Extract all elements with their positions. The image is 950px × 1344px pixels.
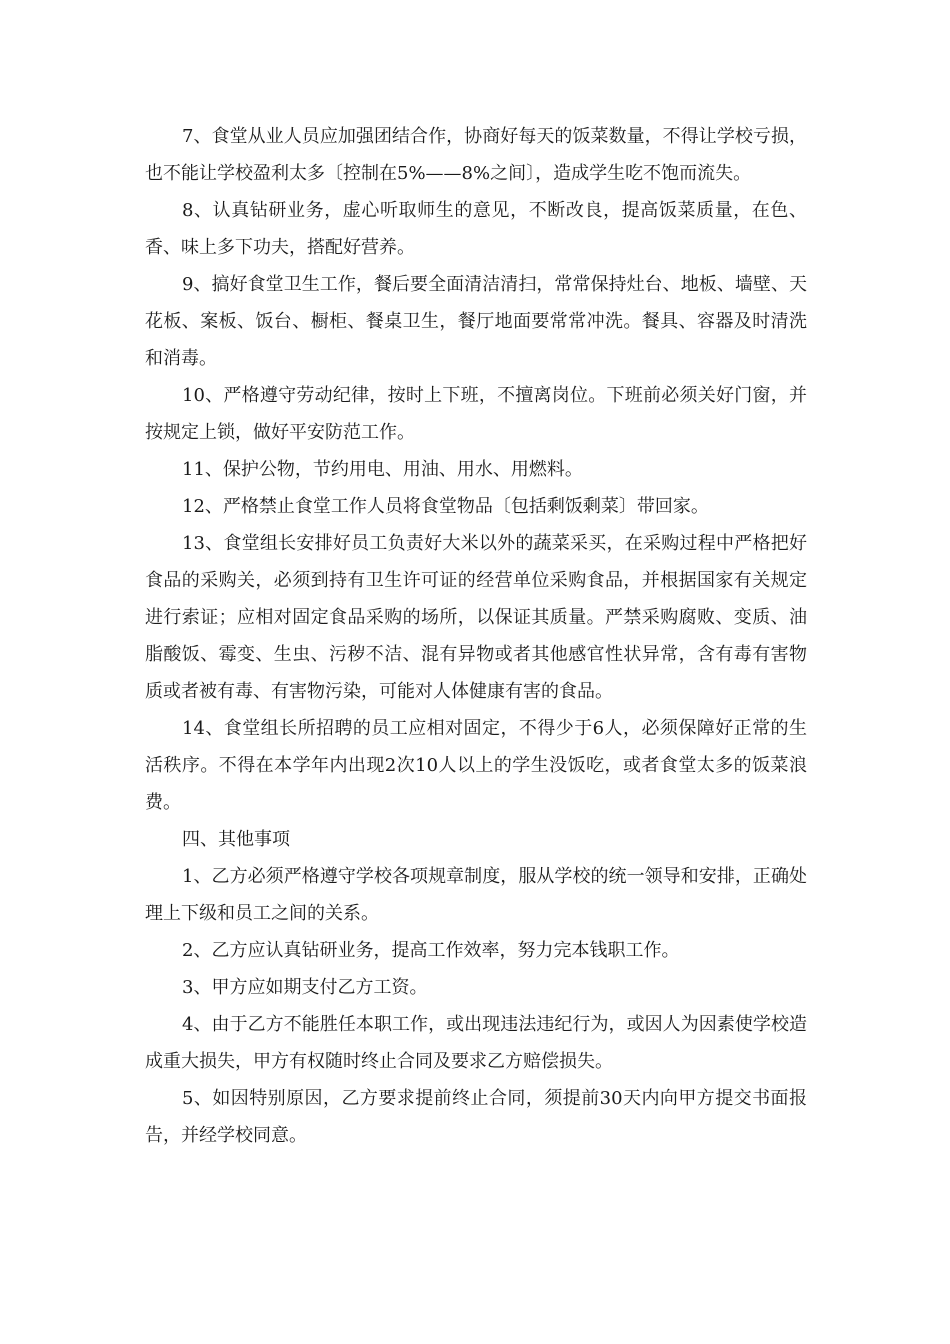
document-body — [145, 118, 807, 1154]
paragraph-item-8: 8、认真钻研业务，虚心听取师生的意见，不断改良，提高饭菜质量，在色、香、味上多下功夫，搭配好营养。 — [145, 200, 807, 258]
paragraph-other-2: 2、乙方应认真钻研业务，提高工作效率，努力完本钱职工作。 — [182, 940, 680, 961]
paragraph-item-14: 14、食堂组长所招聘的员工应相对固定，不得少于6人，必须保障好正常的生活秩序。不得在本学年内出现2次10人以上的学生没饭吃，或者食堂太多的饭菜浪费。 — [145, 718, 807, 813]
paragraph-item-12: 12、严格禁止食堂工作人员将食堂物品〔包括剩饭剩菜〕带回家。 — [182, 496, 709, 517]
section-heading-other-matters: 四、其他事项 — [182, 829, 290, 850]
paragraph-item-11: 11、保护公物，节约用电、用油、用水、用燃料。 — [182, 459, 583, 480]
paragraph-other-3: 3、甲方应如期支付乙方工资。 — [182, 977, 428, 998]
paragraph-other-5: 5、如因特别原因，乙方要求提前终止合同，须提前30天内向甲方提交书面报告，并经学校同意。 — [145, 1088, 807, 1146]
paragraph-other-1: 1、乙方必须严格遵守学校各项规章制度，服从学校的统一领导和安排，正确处理上下级和员工之间的关系。 — [145, 866, 807, 924]
paragraph-item-13: 13、食堂组长安排好员工负责好大米以外的蔬菜采买，在采购过程中严格把好食品的采购关，必须到持有卫生许可证的经营单位采购食品，并根据国家有关规定进行索证；应相对固定食品采购的场所，以保证其质量。严禁采购腐败、变质、油脂酸饭、霉变、生虫、污秽不洁、混有异物或者其他感官性状异常，含有毒有害物质或者被有毒、有害物污染，可能对人体健康有害的食品。 — [145, 533, 807, 702]
paragraph-item-7: 7、食堂从业人员应加强团结合作，协商好每天的饭菜数量，不得让学校亏损，也不能让学校盈利太多〔控制在5%——8%之间〕，造成学生吃不饱而流失。 — [145, 126, 807, 184]
paragraph-item-10: 10、严格遵守劳动纪律，按时上下班，不擅离岗位。下班前必须关好门窗，并按规定上锁，做好平安防范工作。 — [145, 385, 807, 443]
paragraph-item-9: 9、搞好食堂卫生工作，餐后要全面清洁清扫，常常保持灶台、地板、墙壁、天花板、案板、饭台、橱柜、餐桌卫生，餐厅地面要常常冲洗。餐具、容器及时清洗和消毒。 — [145, 274, 807, 369]
paragraph-other-4: 4、由于乙方不能胜任本职工作，或出现违法违纪行为，或因人为因素使学校造成重大损失，甲方有权随时终止合同及要求乙方赔偿损失。 — [145, 1014, 807, 1072]
